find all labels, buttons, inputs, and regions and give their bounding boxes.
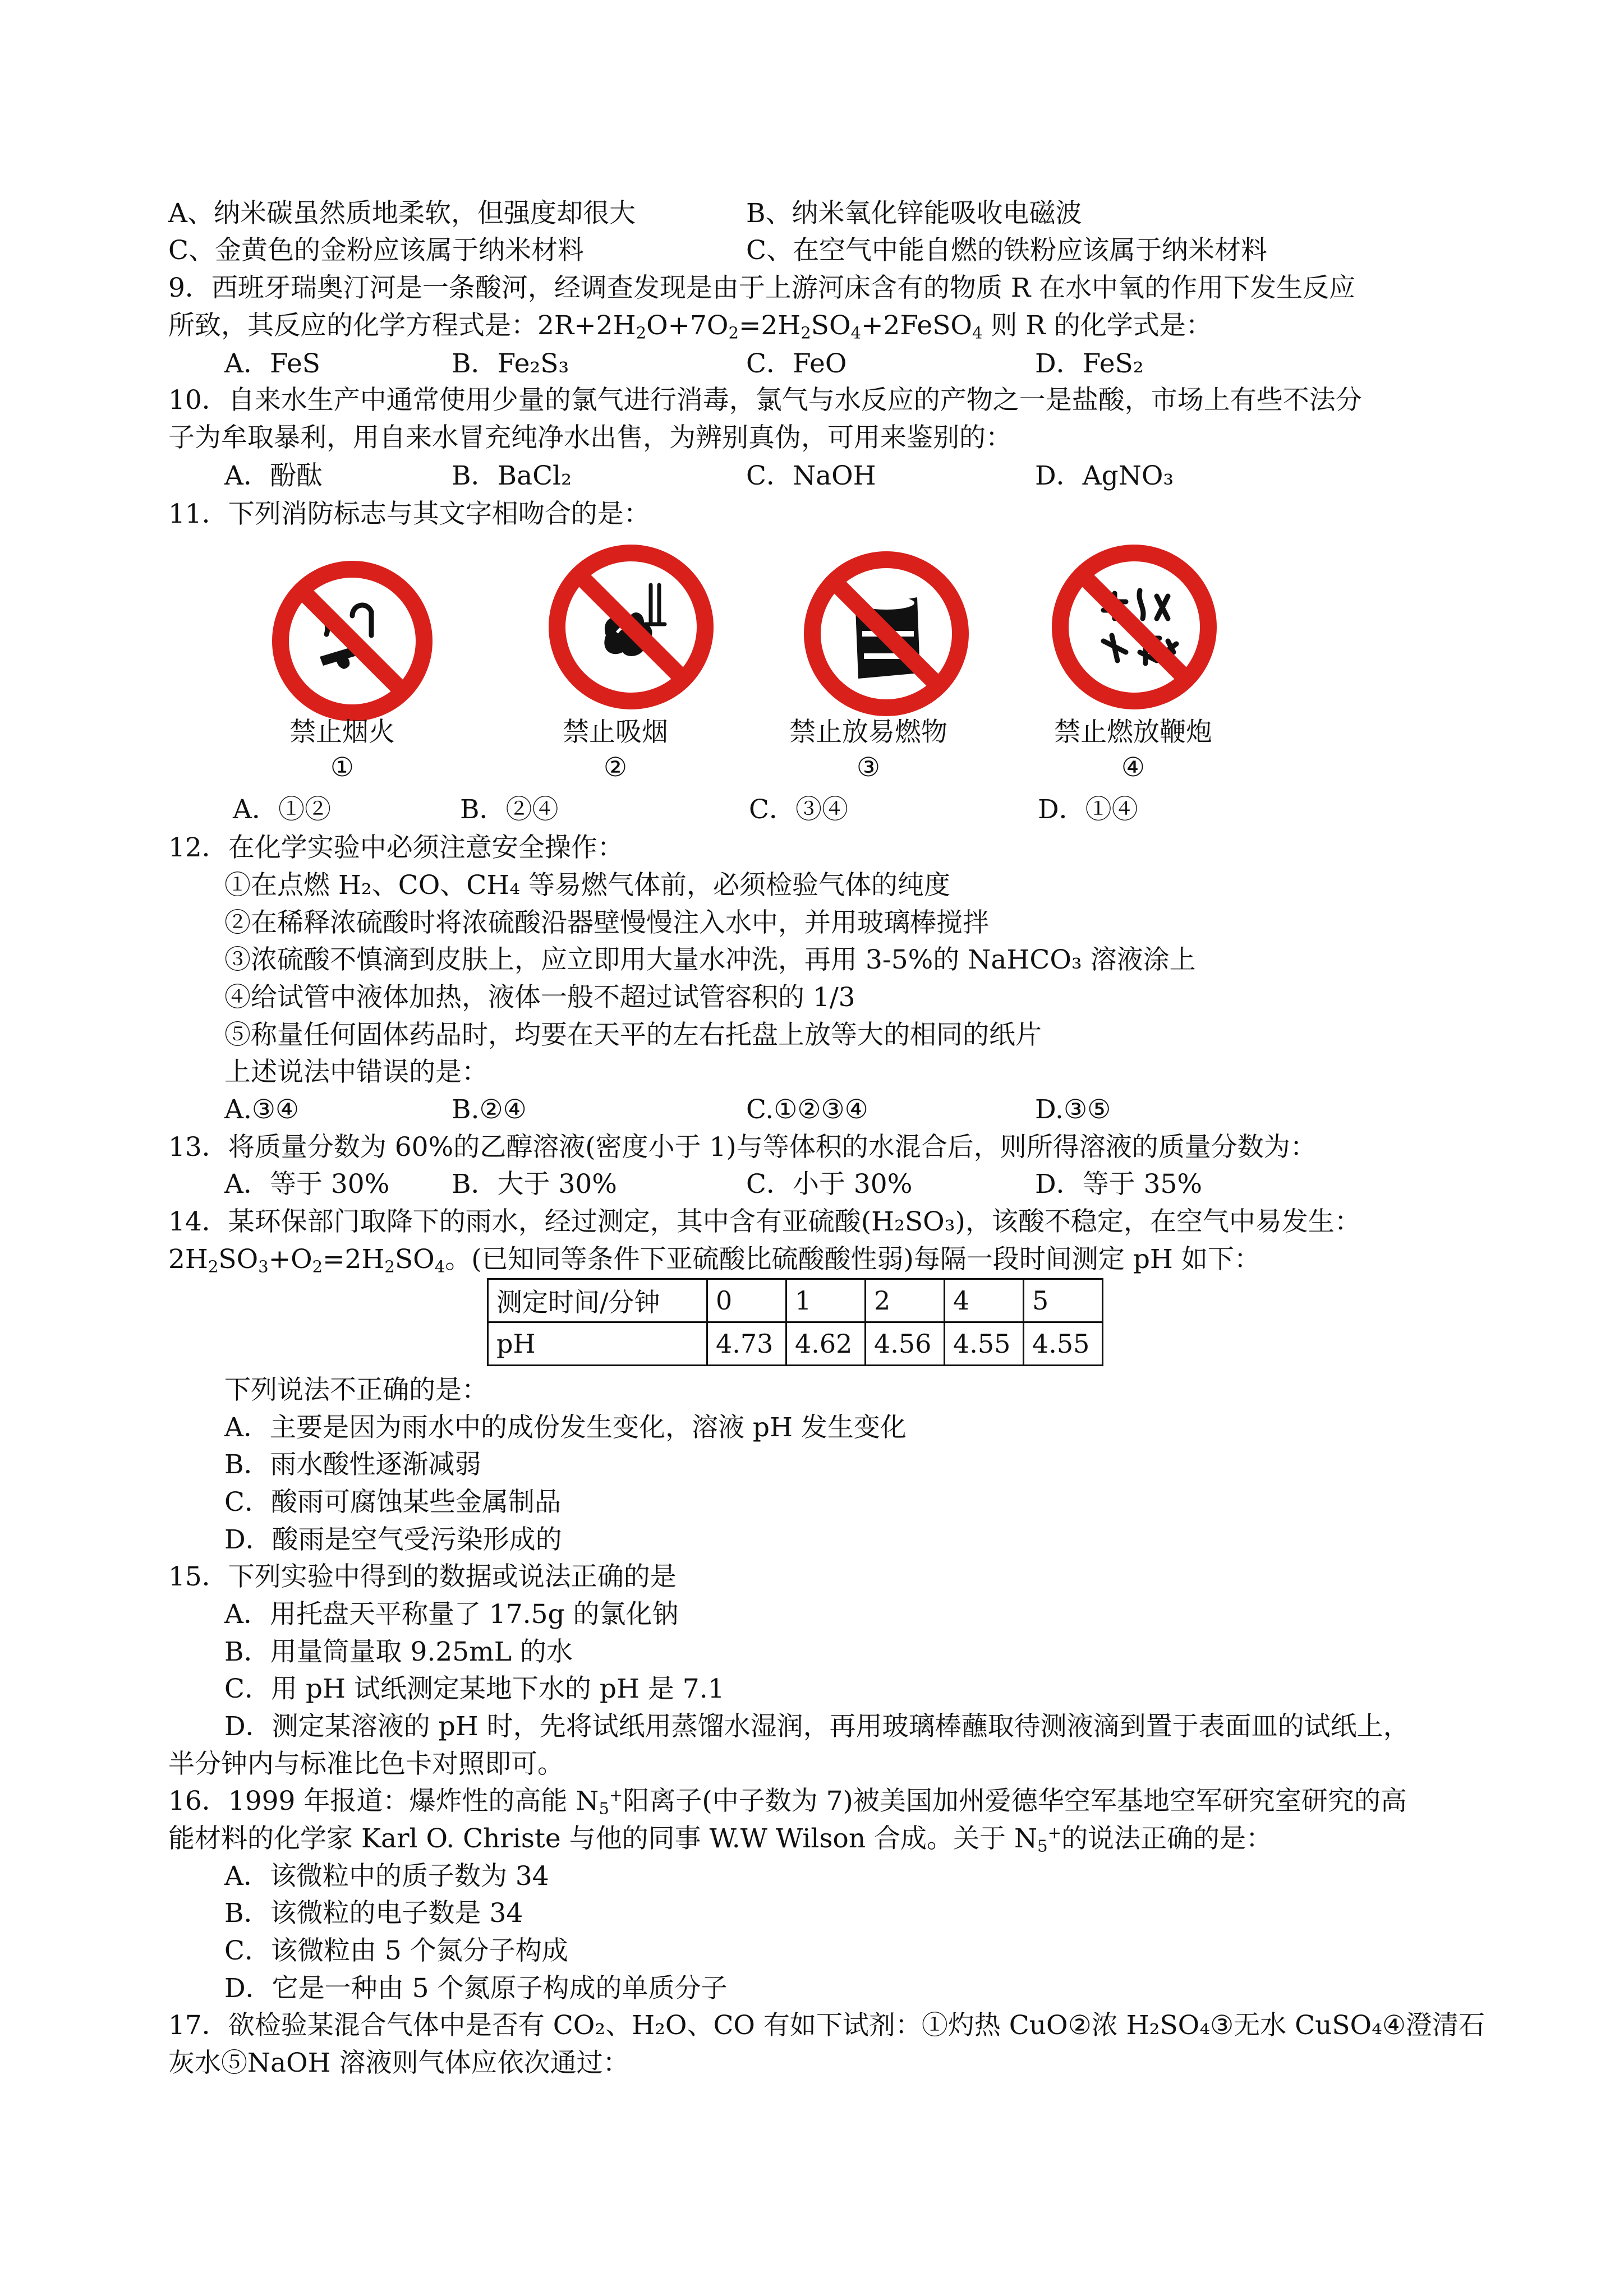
q12-option-b: B.②④ xyxy=(452,1094,527,1125)
q15-option-c: C．用 pH 试纸测定某地下水的 pH 是 7.1 xyxy=(224,1673,725,1704)
table-cell: pH xyxy=(488,1322,707,1366)
q13-option-a: A．等于 30% xyxy=(224,1169,390,1200)
q10-option-c: C．NaOH xyxy=(746,460,876,491)
q8-option-d: C、在空气中能自燃的铁粉应该属于纳米材料 xyxy=(746,235,1267,266)
q12-option-d: D.③⑤ xyxy=(1035,1094,1111,1125)
q11-stem: 11．下列消防标志与其文字相吻合的是： xyxy=(168,499,650,529)
q17-stem-line2: 灰水⑤NaOH 溶液则气体应依次通过： xyxy=(168,2048,629,2078)
sign-4-number: ④ xyxy=(1121,752,1145,783)
q16-option-c: C．该微粒由 5 个氮分子构成 xyxy=(224,1935,568,1966)
q8-option-c: C、金黄色的金粉应该属于纳米材料 xyxy=(168,235,584,266)
table-cell: 4 xyxy=(945,1279,1024,1322)
q9-option-a: A．FeS xyxy=(224,348,320,379)
q16-option-d: D．它是一种由 5 个氮原子构成的单质分子 xyxy=(224,1973,728,2004)
q13-option-d: D．等于 35% xyxy=(1035,1169,1203,1200)
q13-stem: 13．将质量分数为 60%的乙醇溶液(密度小于 1)与等体积的水混合后，则所得溶液的质量分数为： xyxy=(168,1132,1317,1163)
ph-table-value-row xyxy=(488,1322,1103,1366)
q9-option-b: B．Fe₂S₃ xyxy=(452,348,569,379)
sign-2-number: ② xyxy=(603,752,628,783)
sign-3-number: ③ xyxy=(856,752,881,783)
q16-option-b: B．该微粒的电子数是 34 xyxy=(224,1898,523,1929)
q10-stem-line1: 10．自来水生产中通常使用少量的氯气进行消毒，氯气与水反应的产物之一是盐酸，市场上有些不法分 xyxy=(168,385,1362,416)
q12-item-2: ②在稀释浓硫酸时将浓硫酸沿器壁慢慢注入水中，并用玻璃棒搅拌 xyxy=(224,907,989,938)
q14-option-d: D．酸雨是空气受污染形成的 xyxy=(224,1524,562,1555)
q10-option-d: D．AgNO₃ xyxy=(1035,460,1174,491)
q11-option-d: D．①④ xyxy=(1038,794,1138,825)
q9-option-d: D．FeS₂ xyxy=(1035,348,1144,379)
q15-option-d: D．测定某溶液的 pH 时，先将试纸用蒸馏水湿润，再用玻璃棒蘸取待测液滴到置于表面皿的试纸上， xyxy=(224,1711,1410,1742)
q11-option-a: A．①② xyxy=(233,794,331,825)
q13-option-b: B．大于 30% xyxy=(452,1169,617,1200)
table-cell: 4.62 xyxy=(786,1322,866,1366)
q9-option-c: C．FeO xyxy=(746,348,847,379)
sign-4-label: 禁止燃放鞭炮 xyxy=(1054,717,1212,748)
no-fire-icon xyxy=(268,557,436,725)
q13-option-c: C．小于 30% xyxy=(746,1169,913,1200)
q8-option-b: B、纳米氧化锌能吸收电磁波 xyxy=(746,198,1082,229)
q10-stem-line2: 子为牟取暴利，用自来水冒充纯净水出售，为辨别真伪，可用来鉴别的： xyxy=(168,422,1012,453)
q14-question: 下列说法不正确的是： xyxy=(224,1375,488,1405)
q10-option-b: B．BaCl₂ xyxy=(452,460,572,491)
table-cell: 0 xyxy=(707,1279,786,1322)
q14-option-b: B．雨水酸性逐渐减弱 xyxy=(224,1449,481,1480)
table-cell: 4.55 xyxy=(945,1322,1024,1366)
table-cell: 4.56 xyxy=(866,1322,945,1366)
q10-option-a: A．酚酞 xyxy=(224,460,323,491)
sign-1-label: 禁止烟火 xyxy=(289,717,395,748)
q12-item-3: ③浓硫酸不慎滴到皮肤上，应立即用大量水冲洗，再用 3-5%的 NaHCO₃ 溶液涂上 xyxy=(224,944,1196,975)
table-cell: 5 xyxy=(1024,1279,1103,1322)
q14-option-a: A．主要是因为雨水中的成份发生变化，溶液 pH 发生变化 xyxy=(224,1412,907,1443)
q16-stem-line2: 能材料的化学家 Karl O. Christe 与他的同事 W.W Wilson 合成。关于 $N_5^+$的说法正确的是： xyxy=(168,1823,1273,1856)
q16-stem-line1: 16．1999 年报道：爆炸性的高能 $N_5^+$阳离子(中子数为 7)被美国加州爱德华空军基地空军研究室研究的高 xyxy=(168,1785,1407,1818)
q14-equation: $2H_2SO_3+O_2=2H_2SO_4$ xyxy=(168,1244,445,1276)
sign-1-number: ① xyxy=(330,752,355,783)
q14-stem-line2: $2H_2SO_3+O_2=2H_2SO_4$。(已知同等条件下亚硫酸比硫酸酸性弱)每隔一段时间测定 pH 如下： xyxy=(168,1244,1260,1276)
no-fireworks-icon xyxy=(1047,540,1221,714)
n5-ion: $N_5^+$ xyxy=(1014,1823,1062,1856)
n5-ion: $N_5^+$ xyxy=(576,1785,623,1818)
table-cell: 2 xyxy=(866,1279,945,1322)
q15-option-a: A．用托盘天平称量了 17.5g 的氯化钠 xyxy=(224,1599,679,1630)
q12-question: 上述说法中错误的是： xyxy=(224,1057,488,1087)
q12-item-1: ①在点燃 H₂、CO、CH₄ 等易燃气体前，必须检验气体的纯度 xyxy=(224,870,950,901)
q16-option-a: A．该微粒中的质子数为 34 xyxy=(224,1861,549,1892)
no-smoking-icon xyxy=(544,540,718,714)
q8-option-a: A、纳米碳虽然质地柔软，但强度却很大 xyxy=(168,198,636,229)
table-cell: 1 xyxy=(786,1279,866,1322)
sign-2-label: 禁止吸烟 xyxy=(563,717,668,748)
q17-stem-line1: 17．欲检验某混合气体中是否有 CO₂、H₂O、CO 有如下试剂：①灼热 CuO②浓 H₂SO₄③无水 CuSO₄④澄清石 xyxy=(168,2010,1485,2041)
q15-option-d-cont: 半分钟内与标准比色卡对照即可。 xyxy=(168,1749,564,1779)
q12-item-4: ④给试管中液体加热，液体一般不超过试管容积的 1/3 xyxy=(224,982,855,1013)
no-flammables-icon xyxy=(799,547,973,721)
q11-option-c: C．③④ xyxy=(749,794,848,825)
q14-stem-line1: 14．某环保部门取降下的雨水，经过测定，其中含有亚硫酸(H₂SO₃)，该酸不稳定，在空气中易发生： xyxy=(168,1206,1361,1237)
sign-3-label: 禁止放易燃物 xyxy=(789,717,947,748)
q15-option-b: B．用量筒量取 9.25mL 的水 xyxy=(224,1636,573,1667)
q14-option-c: C．酸雨可腐蚀某些金属制品 xyxy=(224,1487,561,1518)
q9-equation: $2R+2H_2O+7O_2=2H_2SO_4+2FeSO_4$ xyxy=(537,310,983,343)
q12-stem: 12．在化学实验中必须注意安全操作： xyxy=(168,832,624,863)
ph-table xyxy=(487,1278,1103,1366)
table-cell: 4.73 xyxy=(707,1322,786,1366)
q12-option-c: C.①②③④ xyxy=(746,1094,868,1125)
q12-option-a: A.③④ xyxy=(224,1094,300,1125)
q9-stem-line1: 9．西班牙瑞奥汀河是一条酸河，经调查发现是由于上游河床含有的物质 R 在水中氧的作用下发生反应 xyxy=(168,273,1356,303)
q11-option-b: B．②④ xyxy=(460,794,559,825)
q9-stem-line2: 所致，其反应的化学方程式是：$2R+2H_2O+7O_2=2H_2SO_4+2FeSO_4$ 则 R 的化学式是： xyxy=(168,310,1212,343)
table-cell: 4.55 xyxy=(1024,1322,1103,1366)
q12-item-5: ⑤称量任何固体药品时，均要在天平的左右托盘上放等大的相同的纸片 xyxy=(224,1020,1042,1050)
q15-stem: 15．下列实验中得到的数据或说法正确的是 xyxy=(168,1561,677,1592)
ph-table-header-row xyxy=(488,1279,1103,1322)
table-cell: 测定时间/分钟 xyxy=(488,1279,707,1322)
